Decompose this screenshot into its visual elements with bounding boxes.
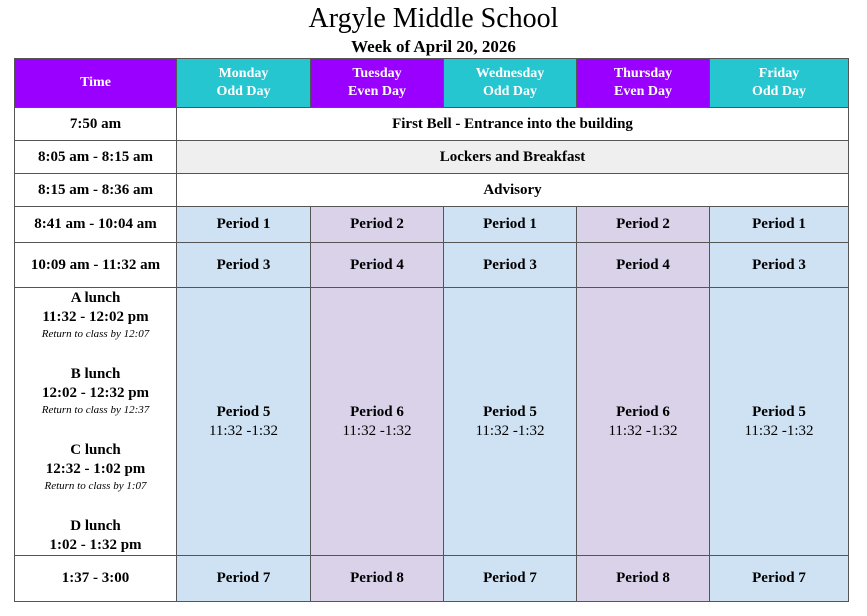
- period-cell: Period 7: [710, 556, 849, 602]
- period-cell: Period 8: [577, 556, 710, 602]
- period-cell: Period 8: [311, 556, 444, 602]
- column-header-thursday: Thursday Even Day: [577, 59, 710, 108]
- period-cell: Period 1: [177, 207, 311, 243]
- period-cell: Period 2: [311, 207, 444, 243]
- period-cell: Period 4: [311, 243, 444, 288]
- period-cell: Period 3: [177, 243, 311, 288]
- column-header-friday: Friday Odd Day: [710, 59, 849, 108]
- lunch-b: B lunch 12:02 - 12:32 pm Return to class by 12:37: [41, 366, 150, 416]
- time-cell: 8:15 am - 8:36 am: [15, 174, 177, 207]
- row-lunch: [15, 288, 849, 556]
- schedule-table: [14, 58, 849, 602]
- period-cell: Period 3: [444, 243, 577, 288]
- first-bell-cell: First Bell - Entrance into the building: [177, 108, 849, 141]
- period-cell: Period 7: [177, 556, 311, 602]
- lunch-times-cell: [15, 288, 177, 556]
- time-cell: 8:05 am - 8:15 am: [15, 141, 177, 174]
- column-header-monday: Monday Odd Day: [177, 59, 311, 108]
- period-cell: Period 4: [577, 243, 710, 288]
- column-header-tuesday: Tuesday Even Day: [311, 59, 444, 108]
- lockers-cell: Lockers and Breakfast: [177, 141, 849, 174]
- row-lockers: [15, 141, 849, 174]
- period-cell: Period 1: [710, 207, 849, 243]
- school-title: Argyle Middle School: [308, 3, 559, 34]
- row-advisory: [15, 174, 849, 207]
- time-cell: 7:50 am: [15, 108, 177, 141]
- period-cell: Period 6 11:32 -1:32: [311, 288, 444, 556]
- time-cell: 1:37 - 3:00: [15, 556, 177, 602]
- lunch-a: A lunch 11:32 - 12:02 pm Return to class by 12:07: [41, 290, 150, 340]
- period-cell: Period 5 11:32 -1:32: [710, 288, 849, 556]
- period-cell: Period 5 11:32 -1:32: [177, 288, 311, 556]
- column-header-wednesday: Wednesday Odd Day: [444, 59, 577, 108]
- lunch-c: C lunch 12:32 - 1:02 pm Return to class by 1:07: [44, 442, 147, 492]
- row-block-2: [15, 243, 849, 288]
- time-cell: 10:09 am - 11:32 am: [15, 243, 177, 288]
- lunch-d: D lunch 1:02 - 1:32 pm: [49, 518, 142, 553]
- time-cell: 8:41 am - 10:04 am: [15, 207, 177, 243]
- period-cell: Period 5 11:32 -1:32: [444, 288, 577, 556]
- column-header-time: Time: [15, 59, 177, 108]
- period-cell: Period 1: [444, 207, 577, 243]
- period-cell: Period 2: [577, 207, 710, 243]
- period-cell: Period 6 11:32 -1:32: [577, 288, 710, 556]
- row-block-4: [15, 556, 849, 602]
- period-cell: Period 7: [444, 556, 577, 602]
- week-subtitle: Week of April 20, 2026: [351, 37, 516, 56]
- row-block-1: [15, 207, 849, 243]
- row-first-bell: [15, 108, 849, 141]
- header-row: [15, 59, 849, 108]
- period-cell: Period 3: [710, 243, 849, 288]
- advisory-cell: Advisory: [177, 174, 849, 207]
